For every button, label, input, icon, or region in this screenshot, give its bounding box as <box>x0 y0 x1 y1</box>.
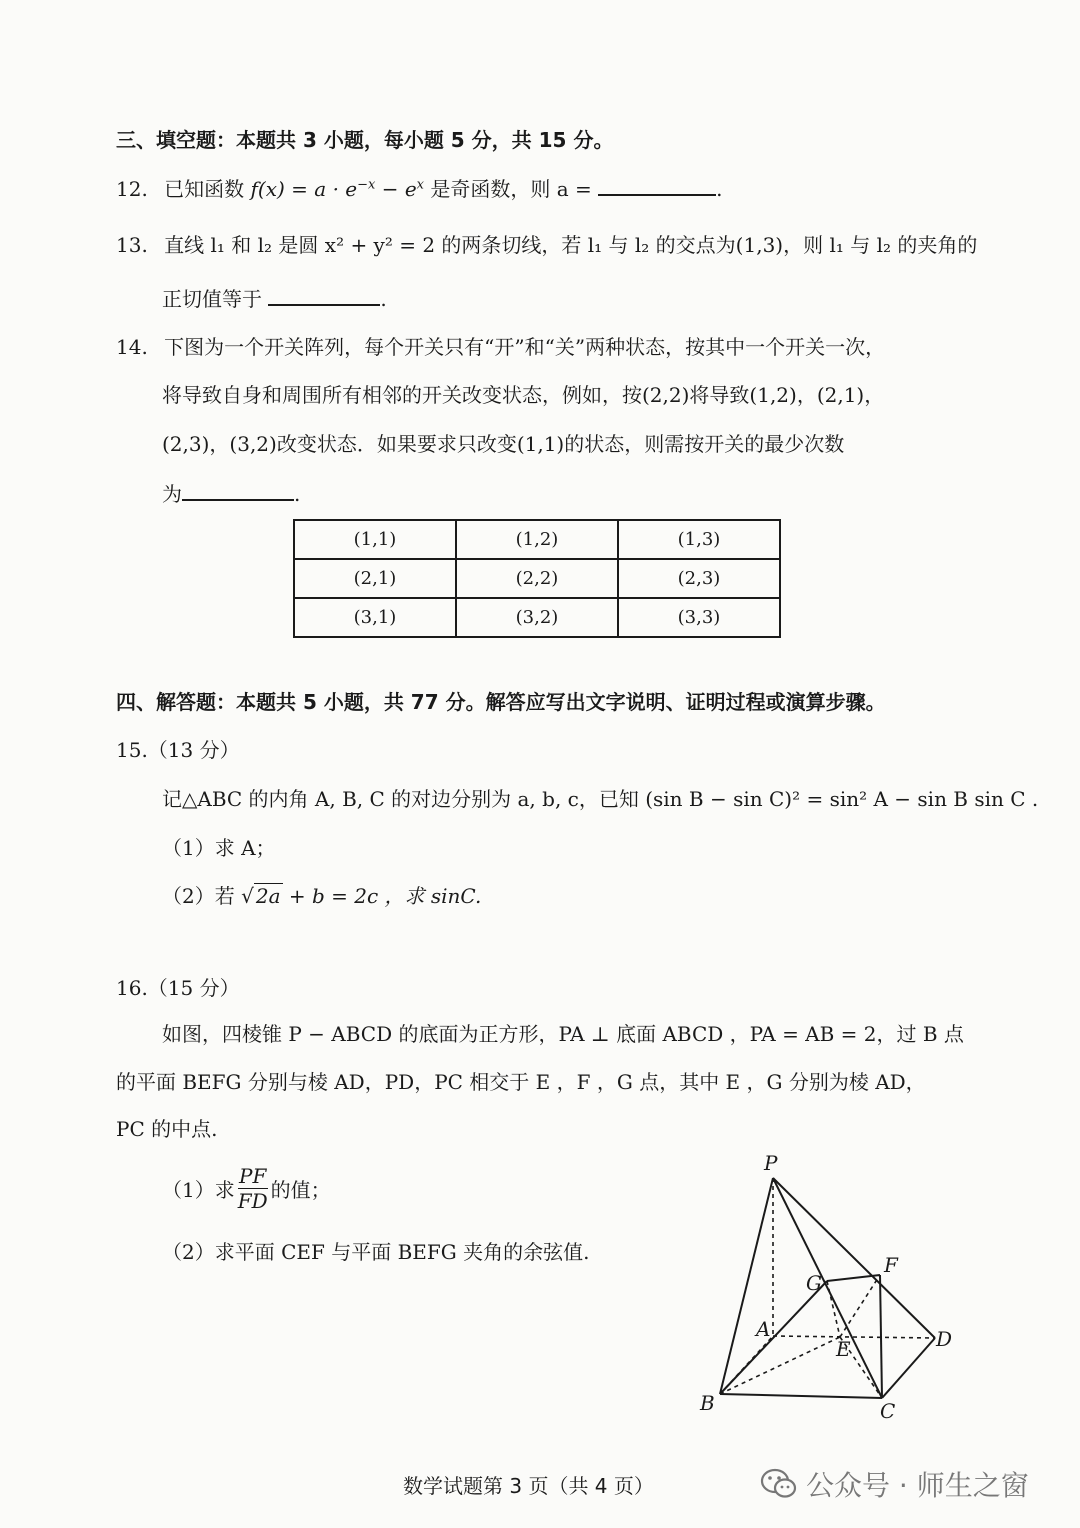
page-footer: 数学试题第 3 页（共 4 页） <box>403 1474 654 1498</box>
q12-answer-blank <box>598 176 716 196</box>
label-c: C <box>880 1399 896 1423</box>
q13-end: . <box>380 287 387 311</box>
q16-p1-post: 的值； <box>270 1177 331 1202</box>
table-row <box>294 598 780 637</box>
q16-line1: 如图，四棱锥 P − ABCD 的底面为正方形，PA ⊥ 底面 ABCD ，PA = AB = 2，过 B 点 <box>162 1022 964 1046</box>
q12-post: 是奇函数，则 a = <box>424 177 592 201</box>
table-row <box>294 520 780 559</box>
grid-cell: (3,1) <box>294 598 456 637</box>
edge-bc <box>720 1394 882 1398</box>
edge-ef <box>840 1275 880 1337</box>
q12-end: . <box>716 177 723 201</box>
q15-head: 15.（13 分） <box>116 738 240 762</box>
q14-line2: 将导致自身和周围所有相邻的开关改变状态，例如，按(2,2)将导致(1,2)，(2,1)， <box>162 383 885 407</box>
question-13-line-2 <box>162 283 387 312</box>
q12-sup1: −x <box>357 177 376 193</box>
edge-pc <box>773 1178 882 1398</box>
grid-cell: (3,3) <box>618 598 780 637</box>
watermark-text: 公众号 · 师生之窗 <box>806 1469 1029 1502</box>
label-g: G <box>806 1271 822 1295</box>
section-4-title: 四、解答题：本题共 5 小题，共 77 分。解答应写出文字说明、证明过程或演算步骤。 <box>116 690 886 714</box>
q13-line2: 正切值等于 <box>162 287 262 311</box>
edge-gf <box>827 1275 880 1281</box>
q14-line1: 下图为一个开关阵列，每个开关只有“开”和“关”两种状态，按其中一个开关一次， <box>164 335 886 359</box>
q14-line3: (2,3)，(3,2)改变状态．如果要求只改变(1,1)的状态，则需按开关的最少次数 <box>162 432 845 456</box>
q16-p1-pre: （1）求 <box>162 1177 235 1202</box>
grid-cell: (1,2) <box>456 520 618 559</box>
q14-line4: 为 <box>162 482 182 506</box>
question-12 <box>116 173 723 202</box>
label-f: F <box>884 1253 898 1277</box>
pyramid-figure <box>690 1148 970 1423</box>
edge-pb <box>720 1178 773 1394</box>
fraction-numerator: PF <box>239 1163 267 1188</box>
table-row <box>294 559 780 598</box>
edge-bg <box>720 1281 827 1394</box>
q16-line2: 的平面 BEFG 分别与棱 AD，PD，PC 相交于 E ，F ，G 点，其中 E ，G 分别为棱 AD， <box>116 1070 926 1094</box>
q14-end: . <box>294 482 301 506</box>
grid-cell: (1,1) <box>294 520 456 559</box>
q15-part-1: （1）求 A； <box>162 836 276 860</box>
label-d: D <box>936 1327 953 1351</box>
q16-part-2: （2）求平面 CEF 与平面 BEFG 夹角的余弦值. <box>162 1240 590 1264</box>
q16-line3: PC 的中点. <box>116 1117 218 1141</box>
edge-be <box>720 1337 840 1394</box>
grid-cell: (2,2) <box>456 559 618 598</box>
section-3-title: 三、填空题：本题共 3 小题，每小题 5 分，共 15 分。 <box>116 128 614 152</box>
fraction-denominator: FD <box>237 1188 268 1213</box>
q12-pre: 已知函数 <box>164 177 251 201</box>
q14-number: 14. <box>116 335 148 359</box>
grid-cell: (3,2) <box>456 598 618 637</box>
q13-answer-blank <box>268 286 380 306</box>
q12-func: f(x) = a · e <box>250 177 358 201</box>
q16-head: 16.（15 分） <box>116 976 240 1000</box>
q12-sup2: x <box>416 177 425 193</box>
question-14-line-1 <box>116 331 885 360</box>
label-p: P <box>764 1151 778 1175</box>
grid-cell: (1,3) <box>618 520 780 559</box>
switch-grid-table <box>293 519 781 638</box>
edge-cd <box>882 1338 935 1398</box>
q15-p2-post: + b = 2c ，求 sinC. <box>282 884 482 908</box>
wechat-icon <box>760 1467 798 1501</box>
question-13-line-1 <box>116 229 977 258</box>
q16-fraction <box>238 1164 268 1213</box>
q14-answer-blank <box>182 481 294 501</box>
grid-cell: (2,3) <box>618 559 780 598</box>
q13-number: 13. <box>116 233 148 257</box>
grid-cell: (2,1) <box>294 559 456 598</box>
q15-p2-pre: （2）若 <box>162 884 242 908</box>
q12-mid: − e <box>375 177 417 201</box>
q15-part-2 <box>162 880 481 909</box>
q15-p2-sqrt: 2a <box>255 884 281 908</box>
q15-stem: 记△ABC 的内角 A, B, C 的对边分别为 a, b, c，已知 (sin B − sin C)² = sin² A − sin B sin C . <box>162 787 1039 811</box>
q13-line1: 直线 l₁ 和 l₂ 是圆 x² + y² = 2 的两条切线，若 l₁ 与 l₂ 的交点为(1,3)，则 l₁ 与 l₂ 的夹角的 <box>164 233 978 257</box>
watermark <box>760 1464 1029 1504</box>
edge-fc <box>880 1275 882 1398</box>
edge-ad <box>773 1336 935 1338</box>
label-e: E <box>836 1337 851 1361</box>
label-b: B <box>700 1391 715 1415</box>
sqrt-sign: √ <box>241 884 254 908</box>
q12-number: 12. <box>116 177 148 201</box>
q16-part-1 <box>162 1158 331 1218</box>
question-14-line-4 <box>162 478 300 507</box>
label-a: A <box>756 1317 771 1341</box>
